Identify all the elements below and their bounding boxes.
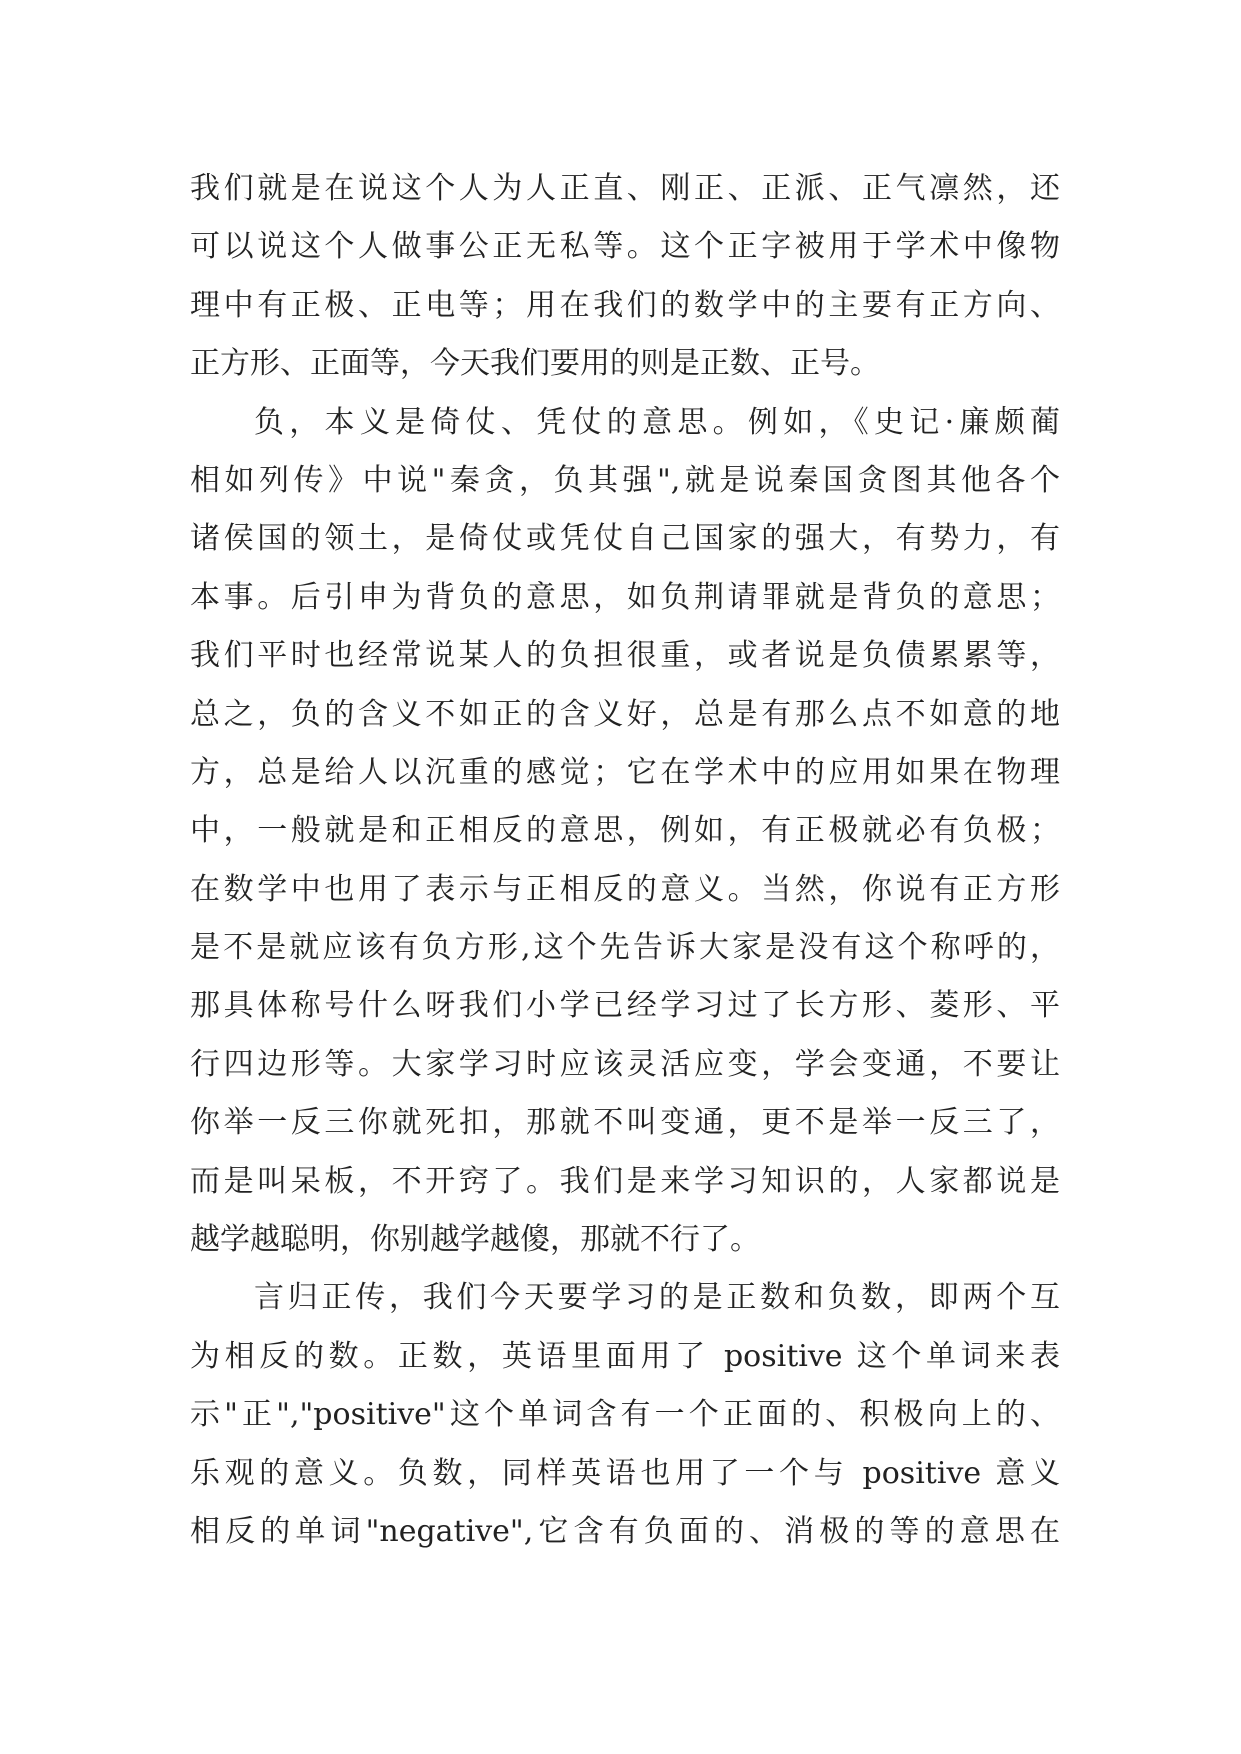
text-line: 诸侯国的领土，是倚仗或凭仗自己国家的强大，有势力，有 [190,521,1060,557]
text-line: 那具体称号什么呀我们小学已经学习过了长方形、菱形、平 [190,988,1060,1024]
text-line: 为相反的数。正数，英语里面用了 positive 这个单词来表 [190,1338,1060,1374]
text-line: 你举一反三你就死扣，那就不叫变通，更不是举一反三了， [190,1105,1060,1141]
text-line: 我们平时也经常说某人的负担很重，或者说是负债累累等， [190,638,1060,674]
paragraph-first-line: 言归正传，我们今天要学习的是正数和负数，即两个互 [254,1280,1060,1316]
text-line: 示"正","positive"这个单词含有一个正面的、积极向上的、 [190,1397,1060,1433]
text-line: 是不是就应该有负方形,这个先告诉大家是没有这个称呼的， [190,930,1060,966]
body-text [190,160,1060,1561]
text-line: 方，总是给人以沉重的感觉；它在学术中的应用如果在物理 [190,754,1060,790]
text-line: 正方形、正面等，今天我们要用的则是正数、正号。 [190,346,880,382]
text-line: 理中有正极、正电等；用在我们的数学中的主要有正方向、 [190,287,1060,323]
text-line: 我们就是在说这个人为人正直、刚正、正派、正气凛然，还 [190,171,1060,206]
text-line: 相如列传》中说"秦贪，负其强",就是说秦国贪图其他各个 [190,462,1060,498]
text-line: 可以说这个人做事公正无私等。这个正字被用于学术中像物 [190,229,1060,265]
text-line: 行四边形等。大家学习时应该灵活应变，学会变通，不要让 [190,1046,1060,1082]
text-line: 相反的单词"negative",它含有负面的、消极的等的意思在 [190,1513,1060,1549]
text-line: 乐观的意义。负数，同样英语也用了一个与 positive 意义 [190,1455,1060,1491]
text-line: 本事。后引申为背负的意思，如负荆请罪就是背负的意思； [190,579,1060,615]
text-line: 越学越聪明，你别越学越傻，那就不行了。 [190,1222,760,1258]
text-line: 在数学中也用了表示与正相反的意义。当然，你说有正方形 [190,871,1060,907]
text-line: 而是叫呆板，不开窍了。我们是来学习知识的，人家都说是 [190,1163,1060,1199]
text-line: 总之，负的含义不如正的含义好，总是有那么点不如意的地 [190,696,1060,732]
text-line: 中，一般就是和正相反的意思，例如，有正极就必有负极； [190,813,1060,849]
paragraph-first-line: 负，本义是倚仗、凭仗的意思。例如，《史记·廉颇蔺 [254,404,1060,440]
